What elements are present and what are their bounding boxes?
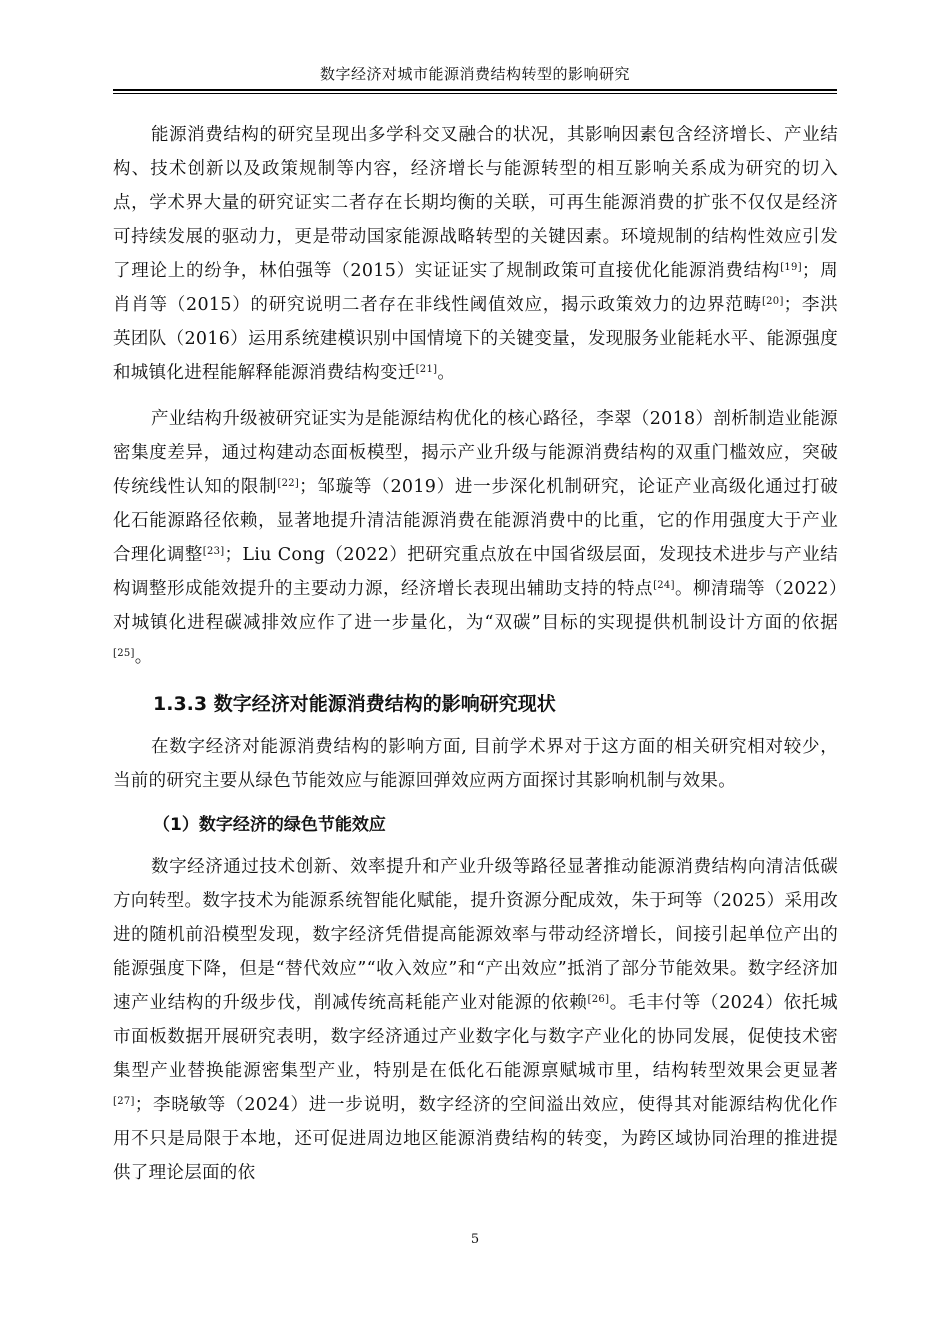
running-header: 数字经济对城市能源消费结构转型的影响研究	[319, 65, 630, 83]
paragraph-4-text-2: 。毛丰付等（2024）依托城市面板数据开展研究表明，数字经济通过产业数字化与数字产业化的协同发展，促使技术密集型产业替换能源密集型产业，特别是在低化石能源禀赋城市里，结构转型效果会更显著	[113, 993, 838, 1081]
section-heading: 1.3.3 数字经济对能源消费结构的影响研究现状	[153, 693, 556, 715]
citation-20: [20]	[761, 296, 784, 307]
paragraph-2	[113, 402, 838, 674]
paragraph-1-text-3: ；李洪英团队（2016）运用系统建模识别中国情境下的关键变量，发现服务业能耗水平、能源强度和城镇化进程能解释能源消费结构变迁	[113, 295, 839, 383]
header-rule-thin	[113, 93, 837, 94]
paragraph-2-text-1: 产业结构升级被研究证实为是能源结构优化的核心路径，李翠（2018）剖析制造业能源密集度差异，通过构建动态面板模型，揭示产业升级与能源消费结构的双重门槛效应，突破传统线性认知的限制	[113, 409, 838, 497]
citation-24: [24]	[653, 580, 675, 591]
citation-22: [22]	[277, 478, 300, 489]
paragraph-1-text-1: 能源消费结构的研究呈现出多学科交叉融合的状况，其影响因素包含经济增长、产业结构、技术创新以及政策规制等内容，经济增长与能源转型的相互影响关系成为研究的切入点，学术界大量的研究证实二者存在长期均衡的关联，可再生能源消费的扩张不仅仅是经济可持续发展的驱动力，更是带动国家能源战略转型的关键因素。环境规制的结构性效应引发了理论上的纷争，林伯强等（2015）实证证实了规制政策可直接优化能源消费结构	[113, 125, 838, 281]
paragraph-1-text-2: ；周肖肖等（2015）的研究说明二者存在非线性阈值效应，揭示政策效力的边界范畴	[113, 261, 838, 315]
body-content	[113, 118, 838, 1190]
paragraph-2-text-3: ；Liu Cong（2022）把研究重点放在中国省级层面，发现技术进步与产业结构调整形成能效提升的主要动力源，经济增长表现出辅助支持的特点	[113, 545, 839, 599]
paragraph-4-text-3: ；李晓敏等（2024）进一步说明，数字经济的空间溢出效应，使得其对能源结构优化作用不只是局限于本地，还可促进周边地区能源消费结构的转变，为跨区域协同治理的推进提供了理论层面的依	[113, 1095, 838, 1183]
page-number: 5	[470, 1232, 480, 1247]
paragraph-1-text-4: 。	[437, 363, 456, 383]
paragraph-4	[113, 850, 838, 1190]
header-rule-thick	[113, 89, 837, 91]
citation-19: [19]	[780, 262, 802, 273]
paragraph-2-text-5: 。	[134, 647, 153, 667]
subsection-heading: （1）数字经济的绿色节能效应	[153, 815, 386, 835]
citation-21: [21]	[415, 364, 438, 375]
paragraph-1	[113, 118, 838, 390]
paragraph-3-text-1: 在数字经济对能源消费结构的影响方面, 目前学术界对于这方面的相关研究相对较少，当前的研究主要从绿色节能效应与能源回弹效应两方面探讨其影响机制与效果。	[113, 737, 838, 791]
paragraph-3	[113, 730, 838, 798]
citation-25: [25]	[113, 648, 135, 659]
paragraph-2-text-4: 。柳清瑞等（2022）对城镇化进程碳减排效应作了进一步量化，为“双碳”目标的实现提供机制设计方面的依据	[113, 579, 838, 633]
citation-26: [26]	[587, 994, 610, 1005]
paragraph-4-text-1: 数字经济通过技术创新、效率提升和产业升级等路径显著推动能源消费结构向清洁低碳方向转型。数字技术为能源系统智能化赋能，提升资源分配成效，朱于珂等（2025）采用改进的随机前沿模型发现，数字经济凭借提高能源效率与带动经济增长，间接引起单位产出的能源强度下降，但是“替代效应”“收入效应”和“产出效应”抵消了部分节能效果。数字经济加速产业结构的升级步伐，削减传统高耗能产业对能源的依赖	[113, 857, 838, 1013]
citation-27: [27]	[113, 1096, 135, 1107]
paragraph-2-text-2: ；邹璇等（2019）进一步深化机制研究，论证产业高级化通过打破化石能源路径依赖，显著地提升清洁能源消费在能源消费中的比重，它的作用强度大于产业合理化调整	[113, 477, 838, 565]
citation-23: [23]	[202, 546, 225, 557]
